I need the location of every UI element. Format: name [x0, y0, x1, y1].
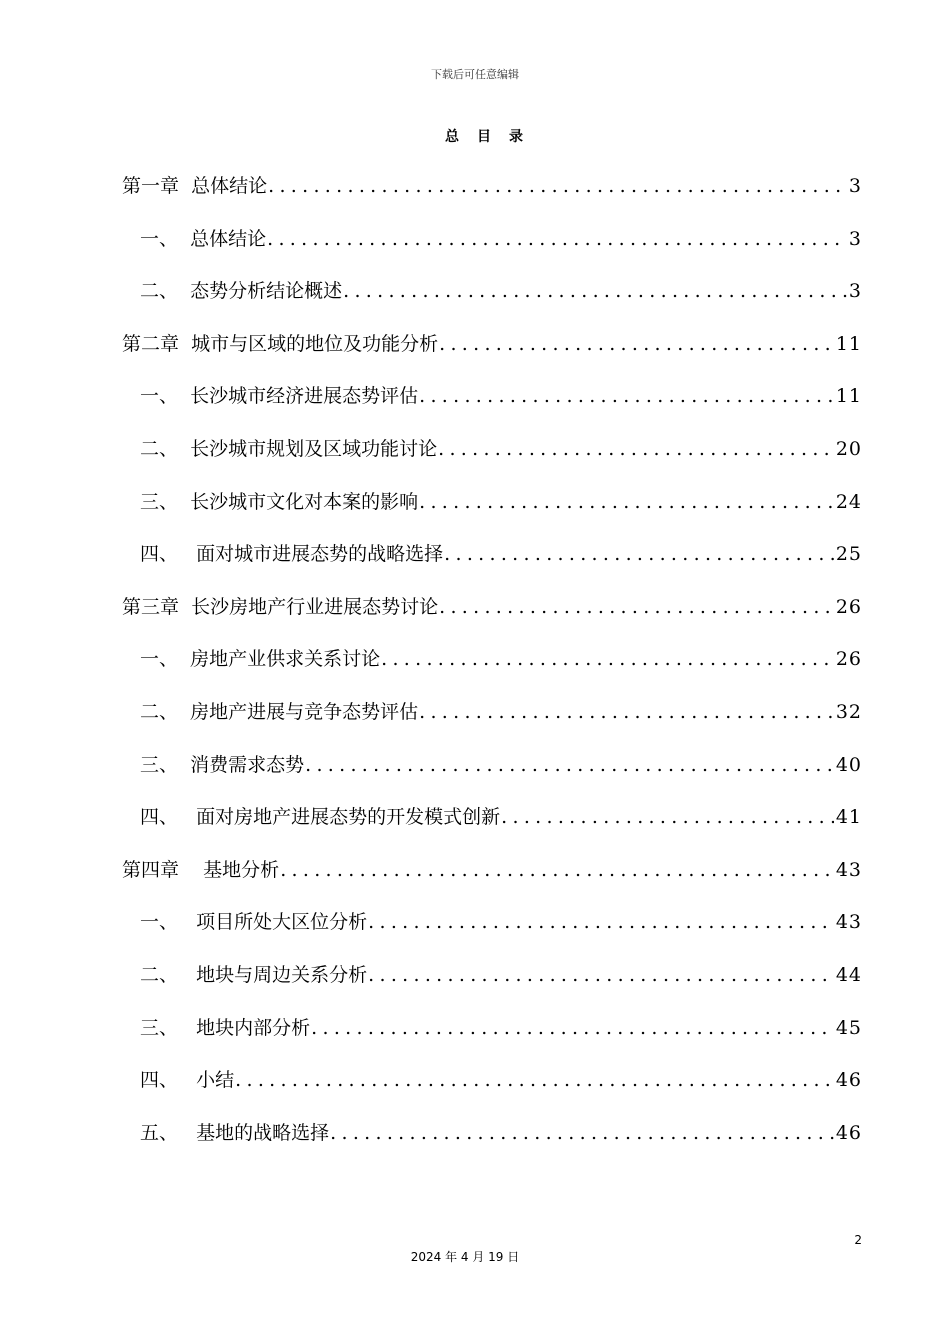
toc-entry-number: 二、 — [140, 963, 197, 986]
toc-entry-title: 长沙城市规划及区域功能讨论 — [190, 437, 438, 460]
toc-section-entry[interactable] — [122, 1058, 862, 1111]
toc-entry-page: 26 — [835, 595, 862, 618]
toc-entry-number: 三、 — [140, 490, 191, 513]
toc-entry-number: 二、 — [140, 700, 191, 723]
toc-entry-title: 长沙城市经济进展态势评估 — [190, 385, 419, 408]
footer-date: 2024 年 4 月 19 日 — [410, 1250, 520, 1264]
toc-dot-leader — [368, 953, 834, 997]
toc-dot-leader — [343, 269, 847, 313]
toc-entry-title: 消费需求态势 — [190, 753, 305, 776]
toc-entry-title: 面对房地产进展态势的开发模式创新 — [190, 806, 501, 829]
toc-section-entry[interactable] — [122, 427, 862, 480]
toc-entry-title: 长沙房地产行业进展态势讨论 — [191, 595, 439, 618]
table-of-contents — [122, 164, 862, 1163]
toc-dot-leader — [419, 480, 834, 524]
toc-entry-title: 城市与区域的地位及功能分析 — [191, 332, 439, 355]
toc-entry-title: 项目所处大区位分析 — [196, 911, 368, 934]
toc-dot-leader — [305, 743, 834, 787]
toc-dot-leader — [311, 1006, 834, 1050]
toc-section-entry[interactable] — [122, 743, 862, 796]
toc-entry-number: 一、 — [140, 648, 191, 671]
toc-entry-page: 44 — [835, 963, 862, 986]
toc-entry-page: 43 — [835, 911, 862, 934]
toc-entry-page: 11 — [835, 332, 862, 355]
toc-title: 总目录 — [445, 129, 541, 145]
toc-entry-number: 一、 — [140, 385, 191, 408]
toc-entry-page: 41 — [835, 806, 862, 829]
toc-dot-leader — [368, 900, 834, 944]
toc-entry-title: 态势分析结论概述 — [190, 280, 343, 303]
toc-dot-leader — [439, 585, 834, 629]
toc-entry-number: 第二章 — [122, 332, 192, 355]
toc-section-entry[interactable] — [122, 690, 862, 743]
header-note: 下载后可任意编辑 — [431, 68, 519, 81]
toc-entry-title: 长沙城市文化对本案的影响 — [190, 490, 419, 513]
toc-entry-page: 40 — [835, 753, 862, 776]
toc-section-entry[interactable] — [122, 269, 862, 322]
toc-dot-leader — [439, 322, 834, 366]
toc-entry-title: 房地产进展与竞争态势评估 — [190, 700, 419, 723]
toc-section-entry[interactable] — [122, 1111, 862, 1164]
toc-chapter-entry[interactable] — [122, 322, 862, 375]
toc-entry-page: 26 — [835, 648, 862, 671]
toc-entry-number: 二、 — [140, 437, 191, 460]
toc-entry-page: 46 — [835, 1121, 862, 1144]
toc-entry-title: 地块内部分析 — [196, 1016, 311, 1039]
toc-section-entry[interactable] — [122, 480, 862, 533]
toc-entry-title: 地块与周边关系分析 — [196, 963, 368, 986]
toc-section-entry[interactable] — [122, 795, 862, 848]
toc-entry-number: 四、 — [140, 1069, 197, 1092]
toc-entry-title: 基地分析 — [203, 858, 280, 881]
toc-section-entry[interactable] — [122, 637, 862, 690]
toc-entry-page: 25 — [835, 543, 862, 566]
toc-entry-title: 面对城市进展态势的战略选择 — [190, 543, 444, 566]
toc-dot-leader — [267, 217, 847, 261]
toc-chapter-entry[interactable] — [122, 848, 862, 901]
toc-section-entry[interactable] — [122, 953, 862, 1006]
toc-dot-leader — [381, 637, 834, 681]
toc-dot-leader — [280, 848, 834, 892]
toc-entry-number: 第三章 — [122, 595, 192, 618]
toc-entry-page: 3 — [848, 280, 862, 303]
toc-entry-number: 一、 — [140, 911, 197, 934]
toc-dot-leader — [235, 1058, 834, 1102]
toc-section-entry[interactable] — [122, 217, 862, 270]
toc-dot-leader — [419, 374, 834, 418]
page-number: 2 — [854, 1233, 862, 1247]
toc-dot-leader — [268, 164, 847, 208]
toc-chapter-entry[interactable] — [122, 164, 862, 217]
toc-entry-number: 第四章 — [122, 858, 204, 881]
toc-entry-number: 三、 — [140, 1016, 197, 1039]
toc-entry-page: 45 — [835, 1016, 862, 1039]
toc-entry-number: 第一章 — [122, 175, 192, 197]
toc-entry-page: 3 — [848, 175, 862, 197]
toc-dot-leader — [444, 532, 834, 576]
toc-entry-number: 二、 — [140, 280, 191, 303]
toc-section-entry[interactable] — [122, 1006, 862, 1059]
toc-dot-leader — [419, 690, 834, 734]
toc-entry-number: 四、 — [140, 806, 191, 829]
toc-chapter-entry[interactable] — [122, 585, 862, 638]
toc-section-entry[interactable] — [122, 374, 862, 427]
toc-section-entry[interactable] — [122, 532, 862, 585]
toc-dot-leader — [330, 1111, 834, 1155]
toc-entry-page: 43 — [835, 858, 862, 881]
toc-entry-number: 五、 — [140, 1121, 197, 1144]
toc-entry-title: 总体结论 — [190, 227, 267, 250]
toc-entry-title: 小结 — [196, 1069, 235, 1092]
toc-entry-number: 一、 — [140, 227, 191, 250]
toc-entry-page: 3 — [848, 227, 862, 250]
toc-entry-title: 房地产业供求关系讨论 — [190, 648, 381, 671]
toc-entry-page: 32 — [835, 700, 862, 723]
toc-entry-number: 三、 — [140, 753, 191, 776]
toc-entry-title: 基地的战略选择 — [196, 1121, 330, 1144]
toc-entry-page: 11 — [835, 385, 862, 408]
toc-section-entry[interactable] — [122, 900, 862, 953]
toc-entry-number: 四、 — [140, 543, 191, 566]
toc-entry-page: 46 — [835, 1069, 862, 1092]
toc-entry-page: 20 — [835, 437, 862, 460]
toc-entry-title: 总体结论 — [191, 175, 268, 197]
toc-dot-leader — [438, 427, 834, 471]
toc-dot-leader — [501, 795, 834, 839]
toc-entry-page: 24 — [835, 490, 862, 513]
